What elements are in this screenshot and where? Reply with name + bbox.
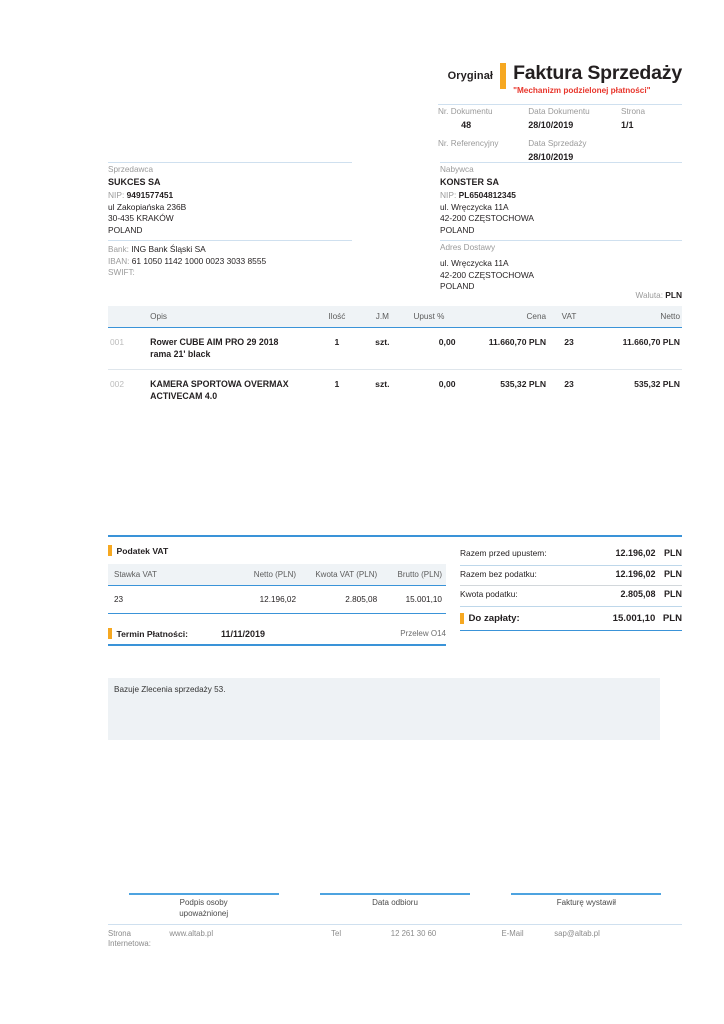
total-tax-currency: PLN — [664, 589, 682, 599]
accent-tick-icon — [108, 628, 112, 639]
total-net-amount — [615, 569, 682, 579]
bank-value: ING Bank Śląski SA — [131, 244, 206, 254]
website-value: www.altab.pl — [169, 929, 214, 938]
row-net: 535,32 PLN — [634, 379, 680, 389]
total-tax-row — [460, 586, 682, 607]
shipping-block — [440, 240, 682, 293]
row-unit: szt. — [375, 379, 390, 389]
row-quantity: 1 — [334, 379, 340, 389]
vat-header-row — [108, 564, 446, 586]
totals-section — [460, 545, 682, 631]
invoice-header — [438, 62, 682, 164]
bank-label: Bank: — [108, 245, 129, 254]
payment-term-section — [108, 628, 446, 646]
total-before-discount-currency: PLN — [664, 548, 682, 558]
signature-authorized-label-2: upoważnionej — [179, 908, 229, 918]
vat-table-row — [108, 586, 446, 614]
buyer-heading: Nabywca — [440, 165, 474, 174]
vat-rate-value: 23 — [108, 586, 223, 614]
shipping-heading: Adres Dostawy — [440, 243, 496, 252]
page-title: Faktura Sprzedaży — [513, 62, 682, 84]
row-index: 001 — [110, 337, 124, 347]
col-description: Opis — [136, 306, 311, 328]
sale-date-value: 28/10/2019 — [528, 152, 574, 162]
row-discount: 0,00 — [438, 337, 456, 347]
split-payment-notice: "Mechanizm podzielonej płatności" — [513, 86, 651, 95]
currency-row — [108, 290, 682, 300]
signature-receipt-date-label: Data odbioru — [372, 898, 418, 907]
col-quantity: Ilość — [312, 306, 363, 328]
amount-due-label: Do zapłaty: — [468, 612, 520, 624]
row-price: 535,32 PLN — [500, 379, 547, 389]
row-vat: 23 — [564, 379, 574, 389]
bank-block — [108, 240, 352, 279]
note-text: Bazuje Zlecenia sprzedaży 53. — [114, 685, 226, 694]
row-unit: szt. — [375, 337, 390, 347]
vat-summary-section — [108, 545, 446, 614]
shipping-country: POLAND — [440, 281, 475, 292]
amount-due-value: 15.001,10 — [612, 612, 656, 624]
col-vat: VAT — [548, 306, 590, 328]
currency-label: Waluta: — [635, 291, 663, 300]
accent-tick-icon — [460, 613, 464, 624]
note-box — [108, 678, 660, 740]
row-description-line1: Rower CUBE AIM PRO 29 2018 — [150, 337, 279, 347]
buyer-address-2: 42-200 CZĘSTOCHOWA — [440, 213, 535, 224]
vat-summary-title: Podatek VAT — [116, 545, 169, 556]
footer-contacts — [108, 929, 682, 949]
vat-gross-value: 15.001,10 — [385, 586, 446, 614]
buyer-nip-value: PL6504812345 — [458, 190, 516, 200]
signature-authorized-label-1: Podpis osoby — [179, 898, 228, 907]
row-price: 11.660,70 PLN — [488, 337, 547, 347]
swift-label: SWIFT: — [108, 268, 135, 278]
doc-no-value: 48 — [461, 120, 472, 130]
col-vat-rate: Stawka VAT — [108, 564, 223, 586]
total-before-discount-label: Razem przed upustem: — [460, 548, 547, 558]
total-before-discount-row — [460, 545, 682, 566]
doc-date-label: Data Dokumentu — [528, 107, 590, 116]
doc-no-label: Nr. Dokumentu — [438, 107, 493, 116]
total-tax-value: 2.805,08 — [620, 589, 656, 599]
col-vat-amount: Kwota VAT (PLN) — [304, 564, 385, 586]
shipping-address-2: 42-200 CZĘSTOCHOWA — [440, 269, 535, 280]
vat-amount-value: 2.805,08 — [304, 586, 385, 614]
swift-row — [108, 267, 352, 279]
buyer-nip-label: NIP: — [440, 190, 457, 200]
seller-address-1: ul Zakopiańska 236B — [108, 201, 187, 212]
total-tax-label: Kwota podatku: — [460, 589, 518, 599]
signature-receipt-date — [299, 893, 490, 919]
total-net-value: 12.196,02 — [615, 568, 656, 579]
footer-divider — [108, 924, 682, 925]
col-price: Cena — [460, 306, 549, 328]
col-unit: J.M — [362, 306, 402, 328]
iban-label: IBAN: — [108, 256, 130, 266]
shipping-address-1: ul. Wręczycka 11A — [440, 258, 509, 268]
payment-term-label: Termin Płatności: — [116, 628, 188, 639]
seller-heading: Sprzedawca — [108, 165, 154, 174]
tel-value: 12 261 30 60 — [390, 929, 437, 938]
seller-nip-value: 9491577451 — [126, 190, 174, 200]
table-row — [108, 328, 682, 370]
signature-issued-by-label: Fakturę wystawił — [556, 898, 616, 907]
buyer-block — [440, 162, 682, 236]
line-items-header-row — [108, 306, 682, 328]
line-items-table — [108, 306, 682, 411]
page-no-label: Strona — [620, 107, 646, 116]
table-row — [108, 370, 682, 412]
seller-nip-label: NIP: — [108, 190, 125, 200]
invoice-title-row — [438, 62, 682, 95]
buyer-nip — [440, 189, 682, 202]
signature-section — [108, 893, 682, 919]
col-index — [108, 306, 136, 328]
signature-authorized — [108, 893, 299, 919]
page-no-value: 1/1 — [620, 120, 634, 130]
amount-due-divider — [460, 630, 682, 632]
iban-value: 61 1050 1142 1000 0023 3033 8555 — [131, 255, 267, 266]
buyer-country: POLAND — [440, 224, 475, 235]
seller-address-2: 30-435 KRAKÓW — [108, 213, 174, 224]
sale-date-label: Data Sprzedaży — [528, 139, 587, 148]
row-description-line1: KAMERA SPORTOWA OVERMAX — [150, 379, 289, 389]
original-label: Oryginał — [447, 70, 494, 82]
payment-term-divider — [108, 644, 446, 646]
row-quantity: 1 — [334, 337, 340, 347]
ref-no-label: Nr. Referencyjny — [438, 139, 499, 148]
total-tax-amount — [620, 589, 682, 599]
col-net: Netto — [590, 306, 682, 328]
buyer-address-1: ul. Wręczycka 11A — [440, 201, 509, 212]
row-description-line2: ACTIVECAM 4.0 — [150, 390, 218, 401]
seller-nip — [108, 189, 352, 202]
row-net: 11.660,70 PLN — [622, 337, 680, 347]
summary-top-divider — [108, 535, 682, 537]
col-vat-gross: Brutto (PLN) — [385, 564, 446, 586]
accent-tick-icon — [108, 545, 112, 556]
col-discount: Upust % — [402, 306, 459, 328]
signature-issued-by — [491, 893, 682, 919]
vat-summary-title-row — [108, 545, 446, 556]
buyer-name: KONSTER SA — [440, 177, 500, 187]
email-label: E-Mail — [501, 929, 524, 938]
payment-term-date: 11/11/2019 — [220, 628, 266, 639]
seller-name: SUKCES SA — [108, 177, 161, 187]
seller-block — [108, 162, 352, 236]
row-description-line2: rama 21' black — [150, 348, 211, 359]
amount-due-row — [460, 607, 682, 630]
doc-date-value: 28/10/2019 — [528, 120, 574, 130]
amount-due-amount — [613, 613, 682, 624]
total-net-row — [460, 566, 682, 587]
tel-label: Tel — [331, 929, 342, 938]
total-net-label: Razem bez podatku: — [460, 568, 537, 579]
currency-value: PLN — [665, 290, 682, 300]
header-meta-grid — [438, 104, 682, 164]
website-label: Strona Internetowa: — [108, 929, 151, 948]
email-value: sap@altab.pl — [554, 929, 600, 938]
total-net-currency: PLN — [664, 568, 682, 579]
row-index: 002 — [110, 379, 124, 389]
bank-name-row — [108, 241, 352, 256]
accent-bar — [500, 63, 506, 89]
amount-due-currency: PLN — [662, 612, 682, 624]
payment-method: Przelew O14 — [400, 629, 446, 638]
seller-country: POLAND — [108, 224, 143, 235]
row-vat: 23 — [564, 337, 574, 347]
total-before-discount-value: 12.196,02 — [615, 548, 656, 558]
row-discount: 0,00 — [438, 379, 456, 389]
vat-net-value: 12.196,02 — [223, 586, 304, 614]
col-vat-net: Netto (PLN) — [223, 564, 304, 586]
iban-row — [108, 256, 352, 268]
total-before-discount-amount — [615, 548, 682, 558]
